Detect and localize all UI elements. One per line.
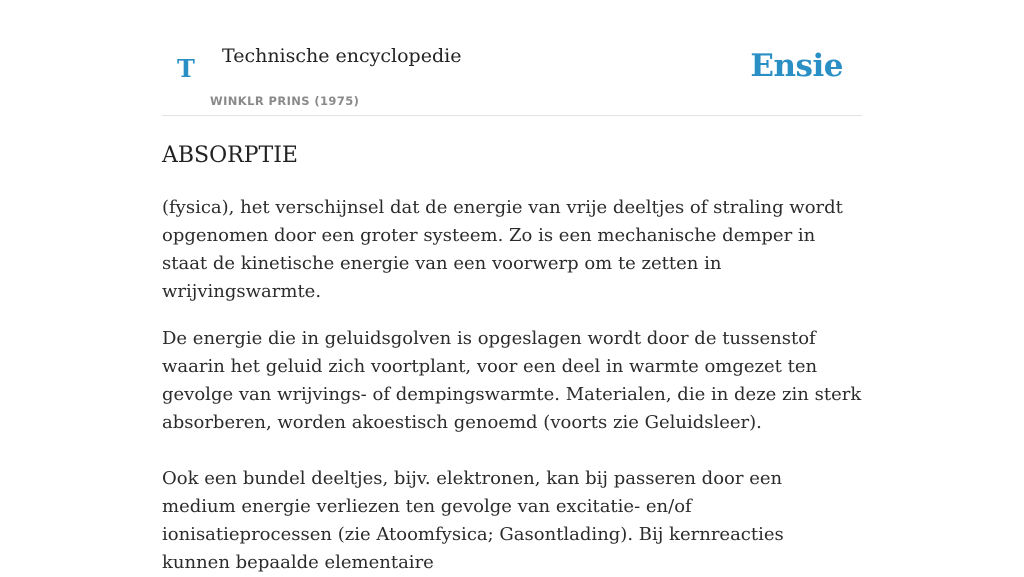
entry-title: ABSORPTIE [162, 143, 298, 168]
entry-paragraph-1: (fysica), het verschijnsel dat de energie van vrije deeltjes of straling wordt opgenomen door een groter systeem. Zo is een mechanische demper in staat de kinetische energie van een voorwerp om te zetten in wrijvingswarmte. [162, 197, 843, 302]
entry-paragraph-3: Ook een bundel deeltjes, bijv. elektronen, kan bij passeren door een medium energie verliezen ten gevolge van excitatie- en/of ionisatieprocessen (zie Atoomfysica; Gasontlading). Bij kernreacties kunnen bepaalde elementaire [162, 468, 784, 573]
book-logo-icon[interactable]: T [177, 54, 195, 83]
header [162, 0, 862, 116]
book-subtitle: WINKLR PRINS (1975) [210, 94, 360, 108]
brand-logo-link[interactable]: Ensie [750, 48, 843, 84]
entry-paragraph-2: De energie die in geluidsgolven is opgeslagen wordt door de tussenstof waarin het geluid zich voortplant, voor een deel in warmte omgezet ten gevolge van wrijvings- of dempingswarmte. Materialen, die in deze zin sterk absorberen, worden akoestisch genoemd (voorts zie Geluidsleer). [162, 328, 862, 433]
content-container [162, 0, 862, 577]
book-title-link[interactable]: Technische encyclopedie [222, 45, 462, 67]
